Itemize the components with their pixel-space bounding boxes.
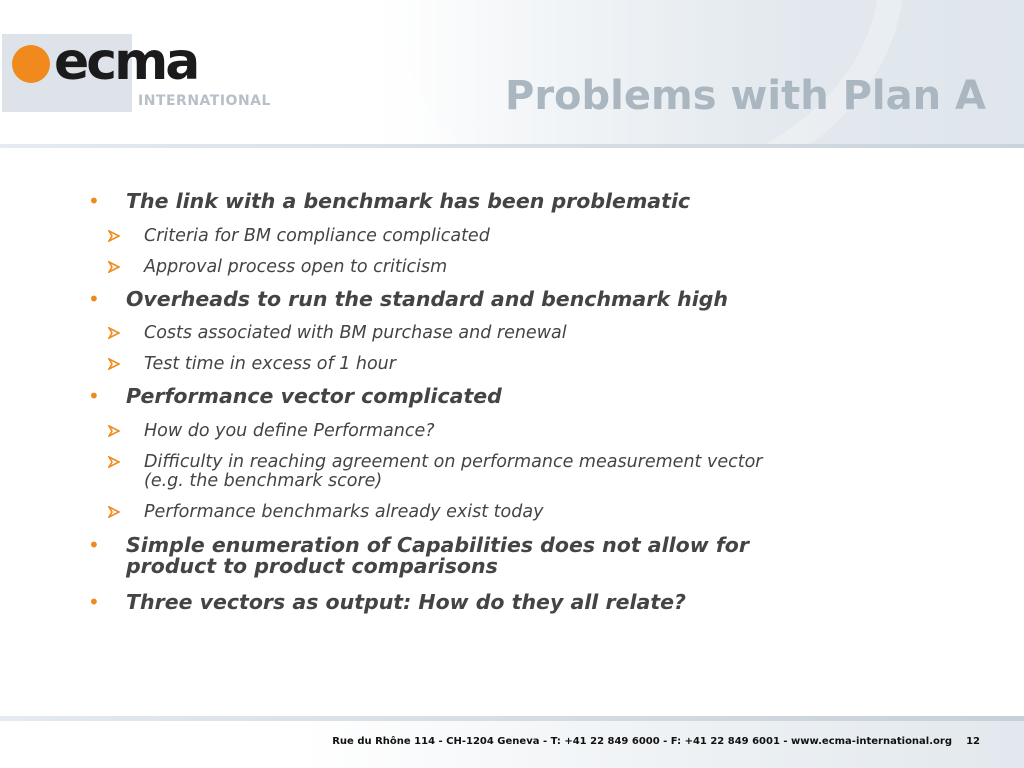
bullet-item: The link with a benchmark has been problematic: [126, 189, 691, 213]
logo-subtitle: INTERNATIONAL: [138, 93, 271, 109]
bullet-item: Three vectors as output: How do they all relate?: [126, 590, 686, 614]
bullet-dot-icon: •: [88, 384, 100, 408]
bullet-dot-icon: •: [88, 287, 100, 311]
sub-bullet-item: Costs associated with BM purchase and renewal: [144, 323, 567, 343]
arrow-bullet-icon: [108, 358, 120, 370]
sub-bullet-item: Test time in excess of 1 hour: [144, 354, 396, 374]
bullet-item-continuation: product to product comparisons: [126, 554, 498, 578]
logo-wordmark: ecma: [54, 32, 198, 92]
page-number: 12: [966, 736, 980, 747]
sub-bullet-item: Approval process open to criticism: [144, 257, 448, 277]
sub-bullet-item-continuation: (e.g. the benchmark score): [144, 471, 383, 491]
arrow-bullet-icon: [108, 425, 120, 437]
bullet-dot-icon: •: [88, 533, 100, 557]
bullet-item: Performance vector complicated: [126, 384, 502, 408]
bullet-dot-icon: •: [88, 590, 100, 614]
slide-title: Problems with Plan A: [505, 73, 986, 119]
footer-address: Rue du Rhône 114 - CH-1204 Geneva - T: +41 22 849 6000 - F: +41 22 849 6001 - www.ecma-international.org: [332, 736, 952, 747]
bullet-dot-icon: •: [88, 189, 100, 213]
arrow-bullet-icon: [108, 456, 120, 468]
arrow-bullet-icon: [108, 230, 120, 242]
sub-bullet-item: Difficulty in reaching agreement on performance measurement vector: [144, 452, 763, 472]
arrow-bullet-icon: [108, 327, 120, 339]
arrow-bullet-icon: [108, 261, 120, 273]
arrow-bullet-icon: [108, 506, 120, 518]
bullet-item: Overheads to run the standard and benchmark high: [126, 287, 729, 311]
sub-bullet-item: Performance benchmarks already exist today: [144, 502, 544, 522]
bullet-item: Simple enumeration of Capabilities does not allow for: [126, 533, 749, 557]
sub-bullet-item: Criteria for BM compliance complicated: [144, 226, 490, 246]
sub-bullet-item: How do you define Performance?: [144, 421, 435, 441]
